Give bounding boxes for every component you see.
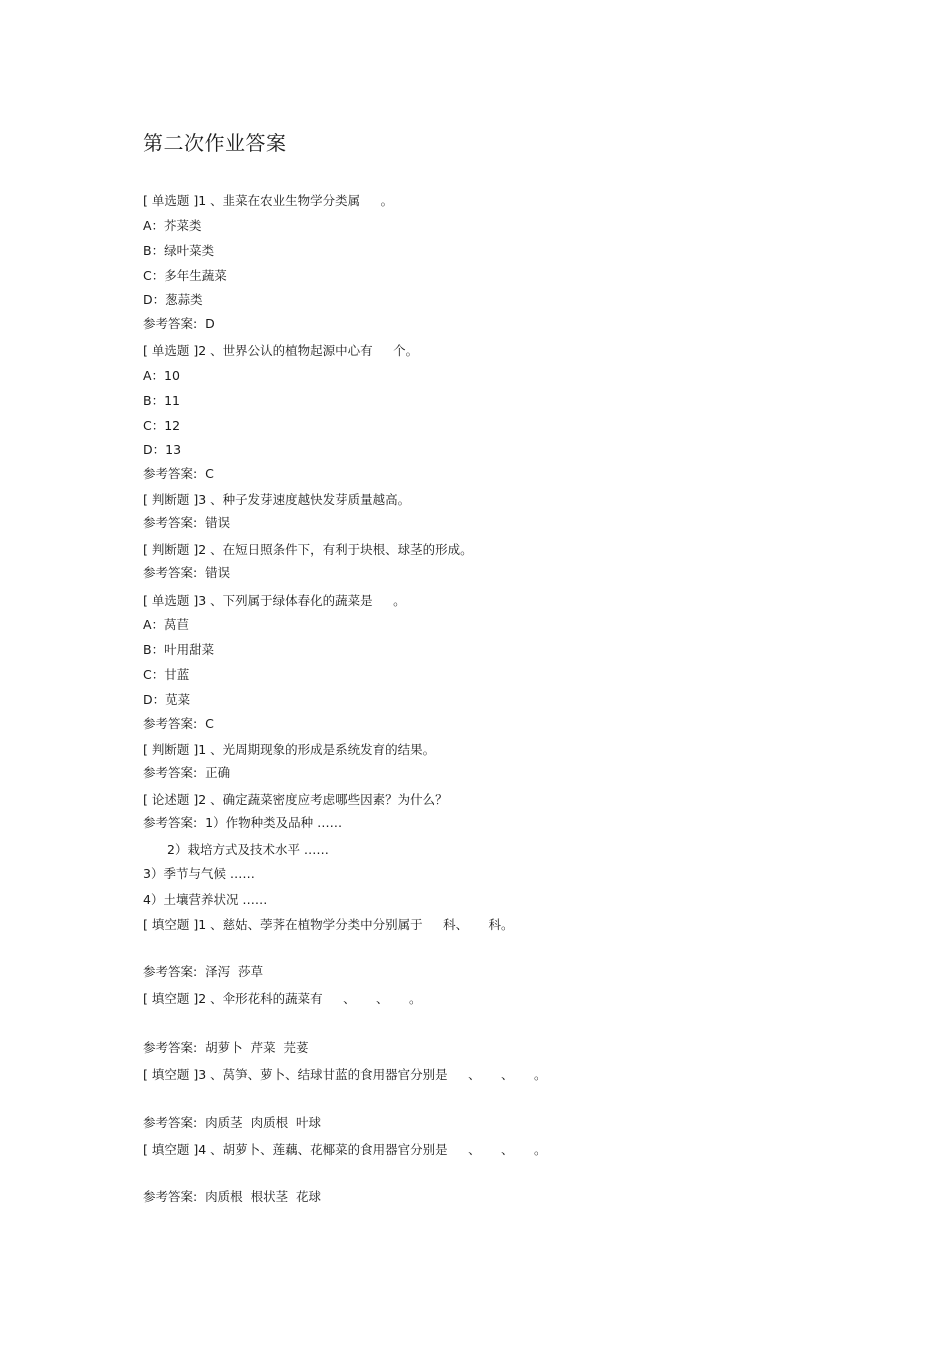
option-line: B：叶用甜菜 bbox=[143, 642, 215, 657]
answer-line: 参考答案: 泽泻 莎草 bbox=[143, 964, 264, 979]
option-line: A：莴苣 bbox=[143, 617, 190, 632]
question-line: [ 论述题 ]2 、确定蔬菜密度应考虑哪些因素？为什么？ bbox=[143, 792, 448, 807]
answer-line: 参考答案: 肉质茎 肉质根 叶球 bbox=[143, 1115, 322, 1130]
question-line: [ 单选题 ]1 、韭菜在农业生物学分类属 。 bbox=[143, 193, 394, 208]
answer-point: 4）土壤营养状况 …… bbox=[143, 892, 268, 907]
option-line: D：13 bbox=[143, 442, 182, 457]
answer-line: 参考答案: 1）作物种类及品种 …… bbox=[143, 815, 343, 830]
answer-line: 参考答案: 错误 bbox=[143, 565, 231, 580]
answer-line: 参考答案: C bbox=[143, 466, 214, 481]
option-line: C：甘蓝 bbox=[143, 667, 190, 682]
question-line: [ 填空题 ]1 、慈姑、荸荠在植物学分类中分别属于 科、 科。 bbox=[143, 917, 514, 932]
answer-line: 参考答案: 肉质根 根状茎 花球 bbox=[143, 1189, 322, 1204]
option-line: C：多年生蔬菜 bbox=[143, 268, 227, 283]
option-line: B：绿叶菜类 bbox=[143, 243, 215, 258]
answer-point: 2）栽培方式及技术水平 …… bbox=[167, 842, 329, 857]
option-line: D：苋菜 bbox=[143, 692, 191, 707]
option-line: B：11 bbox=[143, 393, 180, 408]
answer-line: 参考答案: C bbox=[143, 716, 214, 731]
answer-line: 参考答案: 错误 bbox=[143, 515, 231, 530]
question-line: [ 单选题 ]3 、下列属于绿体春化的蔬菜是 。 bbox=[143, 593, 406, 608]
question-line: [ 填空题 ]4 、胡萝卜、莲藕、花椰菜的食用器官分别是 、 、 。 bbox=[143, 1142, 547, 1157]
option-line: A：10 bbox=[143, 368, 180, 383]
page-title: 第二次作业答案 bbox=[143, 131, 287, 155]
question-line: [ 单选题 ]2 、世界公认的植物起源中心有 个。 bbox=[143, 343, 419, 358]
answer-line: 参考答案: 胡萝卜 芹菜 芫荽 bbox=[143, 1040, 309, 1055]
question-line: [ 判断题 ]2 、在短日照条件下，有利于块根、球茎的形成。 bbox=[143, 542, 473, 557]
question-line: [ 填空题 ]2 、伞形花科的蔬菜有 、 、 。 bbox=[143, 991, 422, 1006]
option-line: C：12 bbox=[143, 418, 181, 433]
question-line: [ 判断题 ]3 、种子发芽速度越快发芽质量越高。 bbox=[143, 492, 411, 507]
question-line: [ 填空题 ]3 、莴笋、萝卜、结球甘蓝的食用器官分别是 、 、 。 bbox=[143, 1067, 547, 1082]
option-line: D：葱蒜类 bbox=[143, 292, 203, 307]
answer-point: 3）季节与气候 …… bbox=[143, 866, 255, 881]
option-line: A：芥菜类 bbox=[143, 218, 202, 233]
answer-line: 参考答案: 正确 bbox=[143, 765, 231, 780]
answer-line: 参考答案: D bbox=[143, 316, 215, 331]
question-line: [ 判断题 ]1 、光周期现象的形成是系统发育的结果。 bbox=[143, 742, 436, 757]
